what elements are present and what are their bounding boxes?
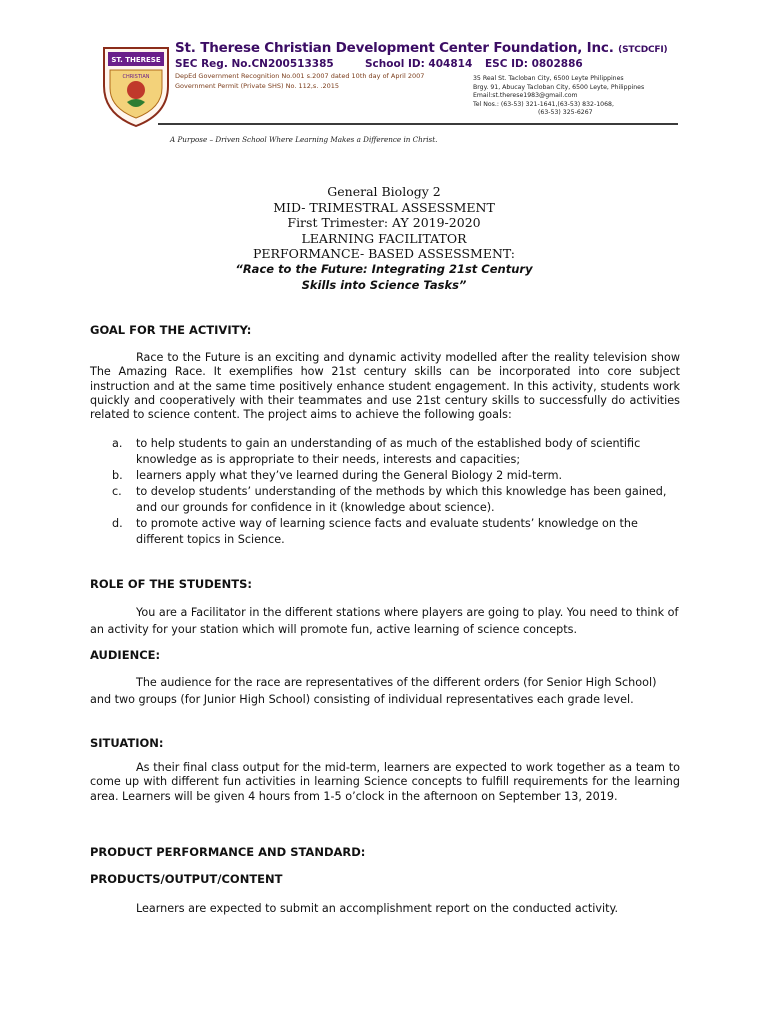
role-paragraph: You are a Facilitator in the different stations where players are going to play. You need to think of an activity for your station which will promote fun, active learning of science concepts.: [90, 606, 679, 636]
telephone-numbers: Tel Nos.: (63-53) 321-1641,(63-53) 832-1068,: [473, 100, 614, 108]
list-marker: a.: [112, 437, 123, 450]
goal-paragraph: Race to the Future is an exciting and dynamic activity modelled after the reality television show The Amazing Race. It exemplifies how 21st century skills can be incorporated into core subject instruction and at the same time positively enhance student engagement. In this activity, students work quickly and cooperatively with their teammates and use 21st century skills to successfully do activities related to science content. The project aims to achieve the following goals:: [90, 351, 680, 422]
esc-id: ESC ID: 0802886: [485, 58, 583, 70]
audience-heading: AUDIENCE:: [90, 648, 161, 662]
letterhead: [100, 40, 680, 150]
list-item-text: learners apply what they’ve learned during the General Biology 2 mid-term.: [136, 469, 563, 482]
assessment-type: MID- TRIMESTRAL ASSESSMENT: [273, 199, 495, 215]
list-item-text: to promote active way of learning science facts and evaluate students’ knowledge on the different topics in Science.: [136, 517, 638, 546]
logo-subtext: CHRISTIAN: [122, 74, 150, 80]
list-marker: b.: [112, 469, 123, 482]
government-permit: Government Permit (Private SHS) No. 112,s. .2015: [175, 81, 340, 90]
email-address: Email:st.therese1983@gmail.com: [473, 92, 578, 100]
deped-recognition: DepEd Government Recognition No.001 s.2007 dated 10th day of April 2007: [175, 72, 425, 80]
government-recognition: [175, 72, 424, 91]
list-item: [90, 468, 670, 484]
logo-text: ST. THERESE: [111, 56, 161, 64]
assessment-kind: PERFORMANCE- BASED ASSESSMENT:: [253, 246, 515, 262]
list-item: [90, 484, 670, 516]
role-heading: ROLE OF THE STUDENTS:: [90, 577, 252, 591]
list-item: [90, 516, 670, 548]
list-marker: c.: [112, 485, 122, 498]
product-heading: PRODUCT PERFORMANCE AND STANDARD:: [90, 845, 366, 859]
assessment-title-block: [0, 184, 768, 293]
sec-registration: SEC Reg. No.CN200513385: [175, 58, 334, 70]
situation-heading: SITUATION:: [90, 736, 164, 750]
subject-title: General Biology 2: [327, 184, 441, 199]
list-item-text: to develop students’ understanding of the methods by which this knowledge has been gained, and our grounds for confidence in it (knowledge about science).: [136, 485, 667, 514]
organization-abbreviation: (STCDCFI): [618, 45, 668, 55]
audience-paragraph: The audience for the race are representatives of the different orders (for Senior High School) and two groups (for Junior High School) consisting of individual representatives each grade level.: [90, 676, 657, 706]
school-id: School ID: 404814: [365, 58, 473, 70]
situation-paragraph: As their final class output for the mid-term, learners are expected to work together as a team to come up with different fun activities in learning Science concepts to fulfill requirements for the learning area. Learners will be given 4 hours from 1-5 o’clock in the afternoon on September 13, 2019.: [90, 761, 680, 803]
school-logo: [100, 42, 172, 128]
term-year: First Trimester: AY 2019-2020: [287, 215, 481, 231]
activity-title-line-1: “Race to the Future: Integrating 21st Century: [235, 261, 533, 276]
goals-list: [90, 436, 670, 548]
list-marker: d.: [112, 517, 123, 530]
header-divider: [158, 123, 678, 125]
products-subheading: PRODUCTS/OUTPUT/CONTENT: [90, 872, 283, 886]
address-line-1: 35 Real St. Tacloban City, 6500 Leyte Philippines: [473, 75, 624, 82]
goal-heading: GOAL FOR THE ACTIVITY:: [90, 323, 252, 337]
list-item: [90, 436, 670, 468]
product-paragraph: Learners are expected to submit an accomplishment report on the conducted activity.: [136, 902, 619, 915]
list-item-text: to help students to gain an understanding of as much of the established body of scientific knowledge as is appropriate to their needs, interests and capacities;: [136, 437, 641, 466]
role-title: LEARNING FACILITATOR: [301, 230, 467, 246]
contact-info: [473, 75, 644, 118]
school-tagline: A Purpose – Driven School Where Learning Makes a Difference in Christ.: [170, 135, 438, 144]
telephone-numbers-2: (63-53) 325-6267: [538, 109, 593, 117]
activity-title-line-2: Skills into Science Tasks”: [301, 277, 467, 292]
organization-name: St. Therese Christian Development Center Foundation, Inc. (STCDCFI): [175, 40, 668, 56]
address-line-2: Brgy. 91, Abucay Tacloban City, 6500 Leyte, Philippines: [473, 83, 645, 91]
registration-line: [175, 58, 583, 70]
